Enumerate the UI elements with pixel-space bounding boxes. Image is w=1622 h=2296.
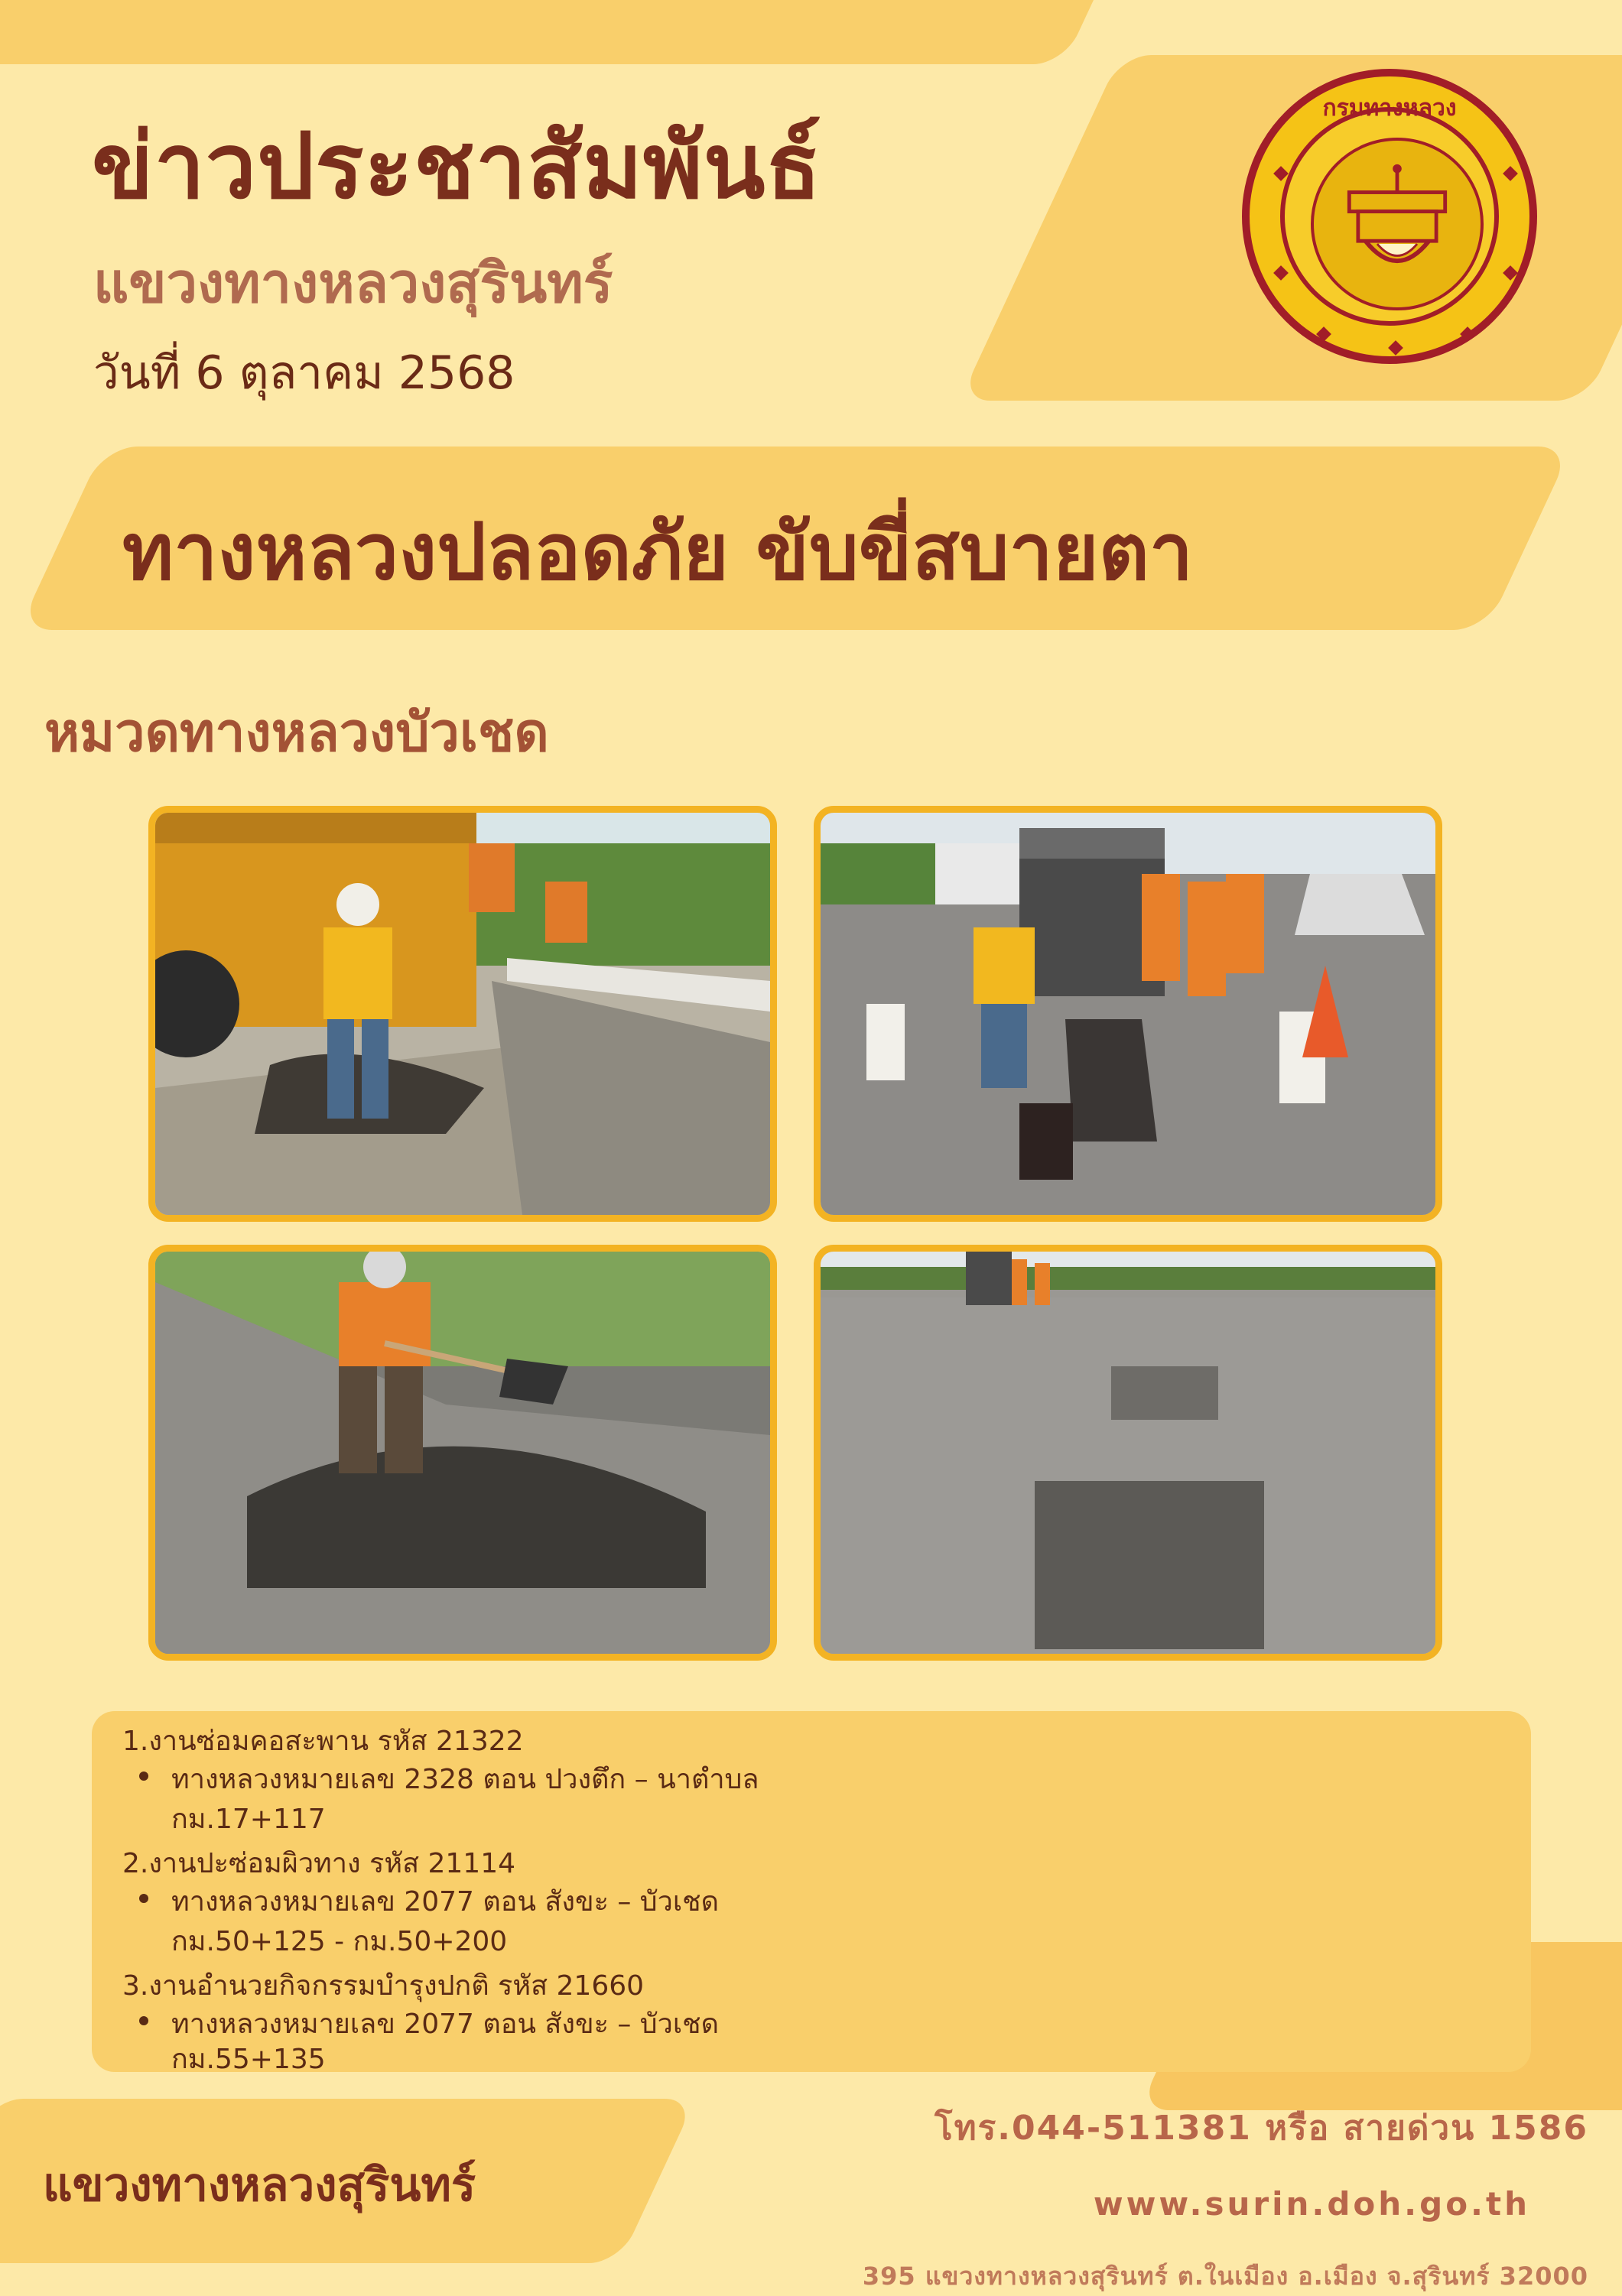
footer-website-link[interactable]: www.surin.doh.go.th [1093,2185,1530,2223]
logo-emblem-icon [1314,141,1481,307]
footer-organization: แขวงทางหลวงสุรินทร์ [43,2158,476,2212]
logo-ornament [1273,265,1289,281]
section-title: หมวดทางหลวงบัวเชด [44,701,549,764]
work-item-route: ทางหลวงหมายเลข 2077 ตอน สังขะ – บัวเชด [171,2009,719,2040]
work-item-route: ทางหลวงหมายเลข 2328 ตอน ปวงตึก – นาตำบล [171,1764,759,1795]
logo-ornament [1388,340,1403,356]
photo-shoveling-asphalt [148,1245,777,1661]
photo-patched-road [814,1245,1442,1661]
top-decor-bar [0,0,1094,64]
logo-text: กรมทางหลวง [1322,95,1457,122]
department-of-highways-logo [1242,69,1537,364]
photo-pothole-patching-image [821,813,1435,1215]
work-item-km: กม.55+135 [171,2044,326,2075]
photo-bridge-repair-image [155,813,770,1215]
bullet-icon [139,2016,148,2025]
photo-bridge-repair [148,806,777,1222]
logo-ornament [1503,265,1518,281]
photo-shoveling-asphalt-image [155,1252,770,1654]
work-item-title: 3.งานอำนวยกิจกรรมบำรุงปกติ รหัส 21660 [122,1970,645,2002]
page-title: ข่าวประชาสัมพันธ์ [92,113,822,219]
headline: ทางหลวงปลอดภัย ขับขี่สบายตา [122,507,1194,598]
photo-pothole-patching [814,806,1442,1222]
work-item-title: 2.งานปะซ่อมผิวทาง รหัส 21114 [122,1848,516,1879]
photo-patched-road-image [821,1252,1435,1654]
bullet-icon [139,1772,148,1781]
work-details-panel [92,1711,1531,2075]
work-item-route: ทางหลวงหมายเลข 2077 ตอน สังขะ – บัวเชด [171,1886,719,1918]
footer-address: 395 แขวงทางหลวงสุรินทร์ ต.ในเมือง อ.เมือง จ.สุรินทร์ 32000 [862,2262,1588,2291]
footer-phone: โทร.044-511381 หรือ สายด่วน 1586 [935,2109,1588,2148]
work-item-km: กม.50+125 - กม.50+200 [171,1926,508,1957]
work-item-title: 1.งานซ่อมคอสะพาน รหัส 21322 [122,1726,524,1757]
work-item-km: กม.17+117 [171,1804,326,1835]
bullet-icon [139,1894,148,1903]
logo-ornament [1503,166,1518,181]
organization-subtitle: แขวงทางหลวงสุรินทร์ [93,251,613,315]
logo-emblem [1311,138,1484,310]
logo-ornament [1316,326,1331,342]
date-line: วันที่ 6 ตุลาคม 2568 [93,346,515,400]
